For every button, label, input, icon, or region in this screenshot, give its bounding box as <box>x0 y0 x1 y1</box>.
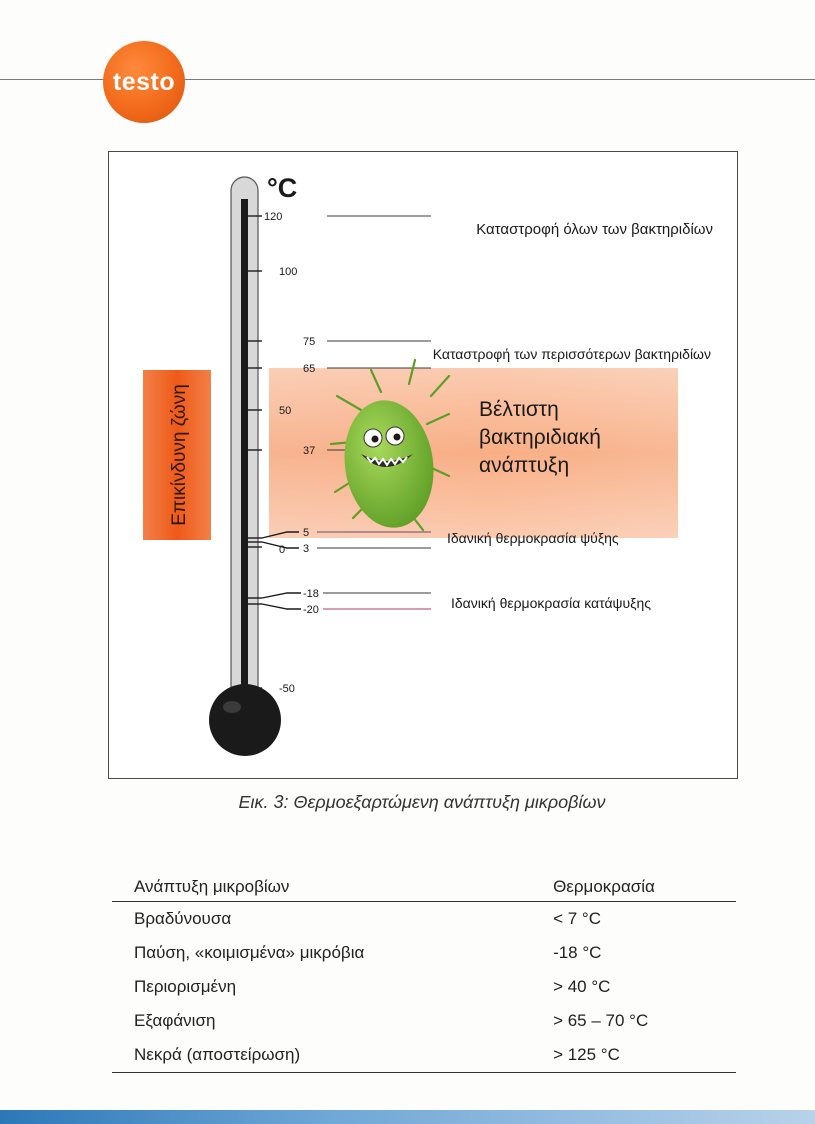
table-row <box>112 1038 736 1073</box>
thermometer-diagram <box>109 152 737 778</box>
microbe-growth-table <box>112 872 736 1073</box>
microbe-pupil-right <box>394 434 401 441</box>
table-row <box>112 970 736 1004</box>
logo-text: testo <box>112 67 176 96</box>
tick-label-minus20: -20 <box>303 604 319 616</box>
annot-destroy-all: Καταστροφή όλων των βακτηριδίων <box>476 221 713 238</box>
table-row <box>112 1004 736 1038</box>
tick-label-100: 100 <box>279 266 298 278</box>
table-row <box>112 936 736 970</box>
bulb-highlight <box>223 701 241 713</box>
optimal-label-line-2: βακτηριδιακή <box>479 426 601 449</box>
optimal-label-line-3: ανάπτυξη <box>479 454 570 477</box>
tick-label-minus50: -50 <box>279 683 295 695</box>
danger-zone-label: Επικίνδυνη ζώνη <box>169 384 190 526</box>
cell-growth: Νεκρά (αποστείρωση) <box>112 1038 535 1073</box>
tick-label-3: 3 <box>303 543 310 555</box>
thermometer-bulb <box>209 684 281 756</box>
header-growth: Ανάπτυξη μικροβίων <box>112 872 535 902</box>
table-row <box>112 902 736 937</box>
tick-label-120: 120 <box>264 211 283 223</box>
tick-label-37: 37 <box>303 445 316 457</box>
table-header-row <box>112 872 736 902</box>
tick-label-65: 65 <box>303 363 316 375</box>
header-temperature: Θερμοκρασία <box>535 872 736 902</box>
mercury-column <box>241 199 248 719</box>
cell-growth: Βραδύνουσα <box>134 909 232 928</box>
annot-ideal-cooling: Ιδανική θερμοκρασία ψύξης <box>447 530 619 546</box>
optimal-label-line-1: Βέλτιστη <box>479 398 559 421</box>
tick-label-50: 50 <box>279 405 292 417</box>
footer-band <box>0 1110 815 1124</box>
thermometer-figure <box>108 151 738 779</box>
leader-minus18 <box>262 593 301 598</box>
cell-growth: Παύση, «κοιμισμένα» μικρόβια <box>134 943 365 962</box>
tick-label-0: 0 <box>279 544 286 556</box>
cell-temperature: > 125 °C <box>535 1038 736 1073</box>
figure-caption: Εικ. 3: Θερμοεξαρτώμενη ανάπτυξη μικροβίων <box>238 792 606 812</box>
annot-ideal-freezing: Ιδανική θερμοκρασία κατάψυξης <box>451 595 651 611</box>
unit-label: °C <box>267 173 298 203</box>
cell-temperature: > 40 °C <box>553 977 611 996</box>
tick-label-75: 75 <box>303 336 316 348</box>
leader-minus20 <box>262 604 301 609</box>
cell-growth: Εξαφάνιση <box>134 1011 216 1030</box>
tick-label-minus18: -18 <box>303 588 319 600</box>
cell-growth: Περιορισμένη <box>134 977 237 996</box>
cell-temperature: > 65 – 70 °C <box>553 1011 649 1030</box>
microbe-pupil-left <box>372 436 379 443</box>
annot-destroy-most: Καταστροφή των περισσότερων βακτηριδίων <box>432 346 711 362</box>
cell-temperature: < 7 °C <box>553 909 601 928</box>
optimal-zone-fade <box>269 368 678 538</box>
testo-logo <box>103 41 185 123</box>
cell-temperature: -18 °C <box>553 943 602 962</box>
tick-label-5: 5 <box>303 527 310 539</box>
